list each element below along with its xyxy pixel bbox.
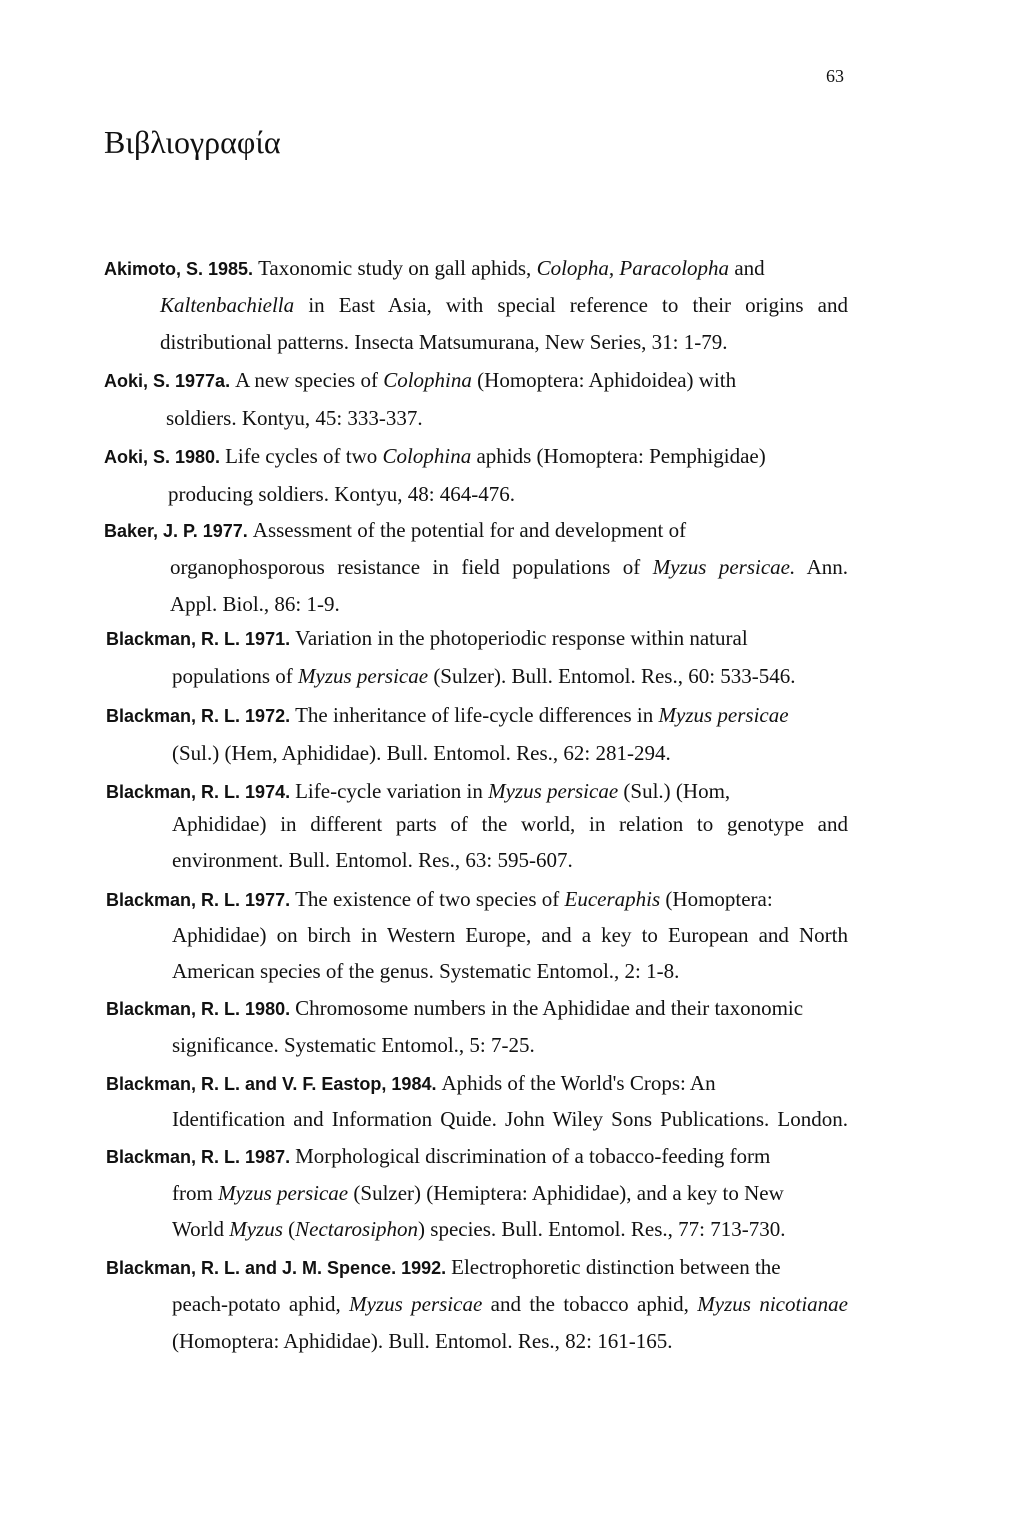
reference-line <box>106 998 803 1019</box>
reference-line <box>166 408 423 429</box>
reference-text: American species of the genus. Systematic Entomol., 2: 1-8. <box>172 959 680 983</box>
reference-line <box>106 781 730 802</box>
reference-text: peach-potato aphid, <box>172 1292 350 1316</box>
reference-taxon: Myzus persicae. <box>652 555 796 579</box>
reference-line <box>160 332 727 353</box>
reference-text: (Sul.) (Hom, <box>618 779 731 803</box>
reference-author: Blackman, R. L. <box>106 782 246 802</box>
reference-line <box>106 705 789 726</box>
reference-text: (Homoptera: Aphidoidea) with <box>471 368 737 392</box>
reference-line <box>172 1183 784 1204</box>
reference-author: Blackman, R. L. and J. M. Spence. <box>106 1258 402 1278</box>
reference-year: 1977. <box>202 521 253 541</box>
reference-text: soldiers. Kontyu, 45: 333-337. <box>166 406 423 430</box>
reference-text: Aphididae) on birch in Western Europe, and a key to European and North <box>172 923 848 947</box>
reference-text: Assessment of the potential for and development of <box>252 518 687 542</box>
reference-text: populations of <box>172 664 298 688</box>
reference-taxon: Nectarosiphon <box>295 1217 419 1241</box>
reference-text: ( <box>282 1217 296 1241</box>
reference-taxon: Kaltenbachiella <box>160 293 295 317</box>
reference-text: Chromosome numbers in the Aphididae and their taxonomic <box>295 996 804 1020</box>
reference-line <box>172 1219 786 1240</box>
reference-author: Blackman, R. L. <box>106 999 246 1019</box>
reference-text: in East Asia, with special reference to their origins and <box>294 293 848 317</box>
reference-author: Akimoto, S. <box>104 259 209 279</box>
reference-line <box>172 666 796 687</box>
reference-year: 1977a. <box>175 371 236 391</box>
reference-line <box>168 484 515 505</box>
reference-taxon: Myzus persicae <box>218 1181 349 1205</box>
reference-taxon: Myzus persicae <box>658 703 789 727</box>
reference-author: Blackman, R. L. <box>106 629 246 649</box>
reference-line <box>104 258 765 279</box>
reference-text: Life cycles of two <box>225 444 383 468</box>
reference-text: distributional patterns. Insecta Matsumurana, New Series, 31: 1-79. <box>160 330 728 354</box>
reference-author: Blackman, R. L. <box>106 706 246 726</box>
reference-line <box>104 446 766 467</box>
reference-taxon: Myzus nicotianae <box>697 1292 848 1316</box>
reference-text: producing soldiers. Kontyu, 48: 464-476. <box>168 482 516 506</box>
reference-text: from <box>172 1181 219 1205</box>
reference-taxon: Myzus persicae <box>349 1292 483 1316</box>
reference-line <box>172 961 679 982</box>
reference-author: Baker, J. P. <box>104 521 203 541</box>
reference-line <box>106 1257 781 1278</box>
reference-text: and <box>729 256 765 280</box>
reference-text: (Sulzer). Bull. Entomol. Res., 60: 533-546. <box>428 664 796 688</box>
reference-text: (Sul.) (Hem, Aphididae). Bull. Entomol. Res., 62: 281-294. <box>172 741 671 765</box>
reference-year: 1984. <box>391 1074 442 1094</box>
reference-year: 1974. <box>245 782 296 802</box>
reference-year: 1980. <box>175 447 226 467</box>
reference-line <box>106 628 748 649</box>
page-number: 63 <box>826 66 844 86</box>
reference-text: (Homoptera: Aphididae). Bull. Entomol. Res., 82: 161-165. <box>172 1329 673 1353</box>
reference-line <box>106 889 773 910</box>
reference-line <box>172 1109 848 1130</box>
reference-line <box>170 594 340 615</box>
reference-author: Blackman, R. L. and V. F. Eastop, <box>106 1074 392 1094</box>
reference-text: environment. Bull. Entomol. Res., 63: 595-607. <box>172 848 573 872</box>
reference-text: Morphological discrimination of a tobacco-feeding form <box>295 1144 771 1168</box>
reference-text: Ann. <box>795 555 848 579</box>
reference-text: (Homoptera: <box>660 887 773 911</box>
reference-year: 1985. <box>208 259 259 279</box>
reference-text: Variation in the photoperiodic response within natural <box>295 626 748 650</box>
reference-year: 1977. <box>245 890 296 910</box>
reference-line <box>104 520 686 541</box>
reference-taxon: Euceraphis <box>564 887 661 911</box>
reference-taxon: Colopha, Paracolopha <box>536 256 730 280</box>
reference-taxon: Colophina <box>383 368 472 392</box>
reference-taxon: Myzus persicae <box>298 664 429 688</box>
reference-text: organophosporous resistance in field populations of <box>170 555 653 579</box>
reference-year: 1992. <box>401 1258 452 1278</box>
reference-year: 1971. <box>245 629 296 649</box>
reference-year: 1980. <box>245 999 296 1019</box>
reference-line <box>106 1146 770 1167</box>
reference-taxon: Myzus <box>229 1217 283 1241</box>
reference-text: World <box>172 1217 230 1241</box>
reference-text: Life-cycle variation in <box>295 779 489 803</box>
reference-line <box>172 850 573 871</box>
reference-line <box>172 743 671 764</box>
reference-text: Appl. Biol., 86: 1-9. <box>170 592 340 616</box>
reference-author: Aoki, S. <box>104 371 176 391</box>
reference-author: Blackman, R. L. <box>106 1147 246 1167</box>
reference-line <box>170 557 848 578</box>
reference-text: and the tobacco aphid, <box>482 1292 698 1316</box>
reference-line <box>172 1331 672 1352</box>
reference-text: aphids (Homoptera: Pemphigidae) <box>471 444 766 468</box>
reference-text: ) species. Bull. Entomol. Res., 77: 713-730. <box>418 1217 786 1241</box>
reference-text: Taxonomic study on gall aphids, <box>258 256 537 280</box>
reference-line <box>106 1073 716 1094</box>
reference-text: The inheritance of life-cycle differences in <box>295 703 659 727</box>
reference-taxon: Colophina <box>382 444 472 468</box>
reference-year: 1972. <box>245 706 296 726</box>
reference-text: significance. Systematic Entomol., 5: 7-25. <box>172 1033 535 1057</box>
reference-author: Blackman, R. L. <box>106 890 246 910</box>
reference-text: (Sulzer) (Hemiptera: Aphididae), and a key to New <box>348 1181 784 1205</box>
reference-text: The existence of two species of <box>295 887 565 911</box>
reference-line <box>160 295 848 316</box>
reference-text: Identification and Information Quide. John Wiley Sons Publications. London. <box>172 1107 848 1131</box>
reference-line <box>172 814 848 835</box>
reference-text: Electrophoretic distinction between the <box>451 1255 781 1279</box>
reference-year: 1987. <box>245 1147 296 1167</box>
reference-text: Aphididae) in different parts of the world, in relation to genotype and <box>172 812 848 836</box>
reference-text: Aphids of the World's Crops: An <box>441 1071 716 1095</box>
reference-line <box>172 1035 535 1056</box>
reference-text: A new species of <box>235 368 384 392</box>
reference-taxon: Myzus persicae <box>488 779 619 803</box>
reference-line <box>172 925 848 946</box>
reference-author: Aoki, S. <box>104 447 176 467</box>
reference-line <box>172 1294 848 1315</box>
reference-line <box>104 370 736 391</box>
page-title: Βιβλιογραφία <box>104 124 281 160</box>
